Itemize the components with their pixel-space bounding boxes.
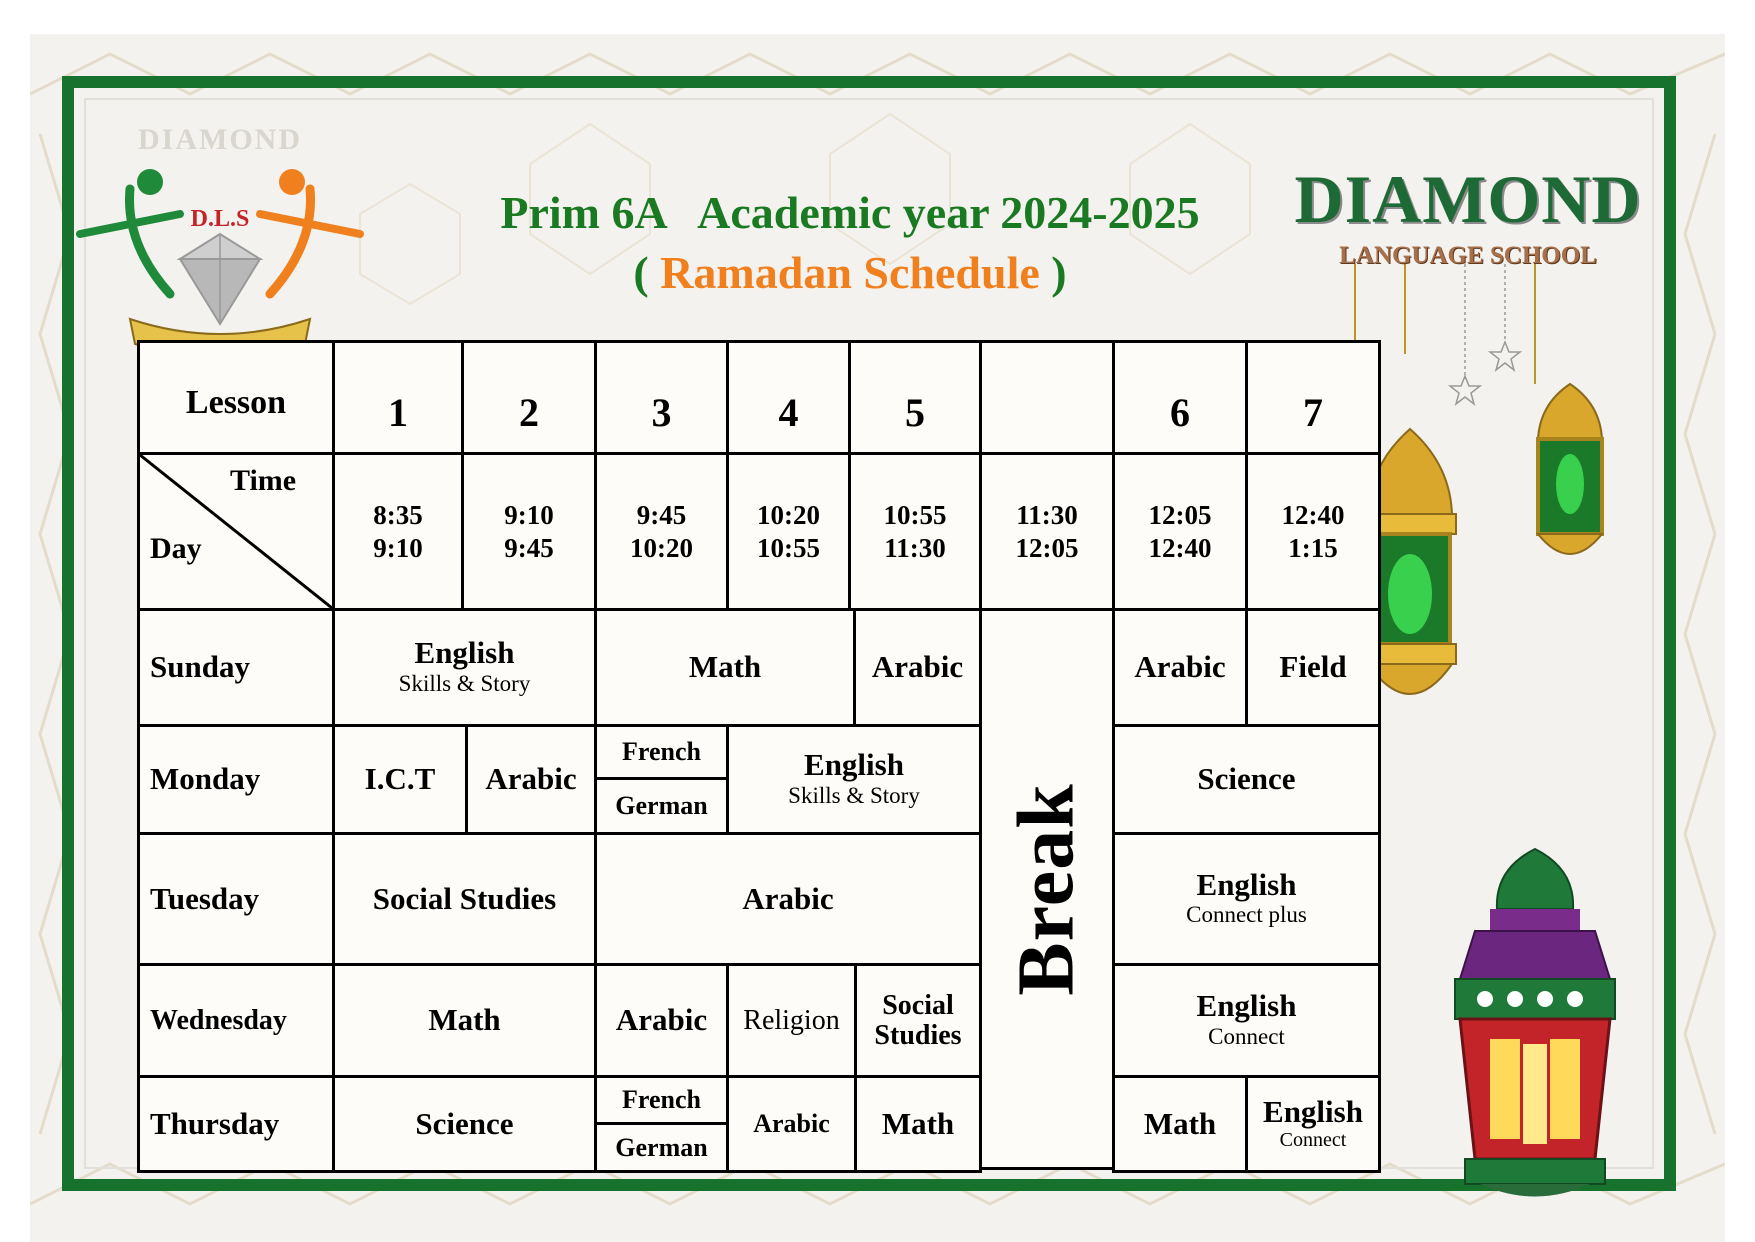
time-start: 9:45 — [636, 499, 687, 530]
monday-german — [594, 777, 729, 835]
time-start: 9:10 — [504, 499, 554, 530]
monday-english-skills — [726, 724, 982, 835]
time-slot-4 — [726, 452, 851, 611]
time-slot-7 — [1245, 452, 1381, 611]
subject-title: English — [414, 635, 515, 671]
time-label: Time — [230, 464, 297, 497]
monday-french — [594, 724, 729, 780]
monday-ict — [332, 724, 468, 835]
monday-science — [1112, 724, 1381, 835]
lesson-header-label — [137, 340, 335, 455]
day-name: Thursday — [150, 1105, 280, 1141]
subject-title: Field — [1279, 649, 1347, 685]
time-end: 12:40 — [1148, 532, 1212, 563]
lesson-number-4 — [726, 340, 851, 455]
subject-subtitle: Skills & Story — [788, 782, 920, 808]
time-end: 9:45 — [504, 532, 554, 563]
subject-title: Math — [688, 649, 762, 685]
monday-arabic — [465, 724, 597, 835]
subtitle-ramadan-schedule: Ramadan Schedule — [660, 247, 1040, 298]
sunday-english-skills — [332, 608, 597, 727]
day-thursday — [137, 1075, 335, 1173]
lesson-number-break — [979, 340, 1115, 455]
time-slot-3 — [594, 452, 729, 611]
subject-title: Arabic — [1134, 649, 1226, 685]
thursday-french — [594, 1075, 729, 1125]
day-name: Wednesday — [150, 1004, 287, 1036]
time-end: 10:55 — [757, 532, 820, 563]
sunday-arabic-p6 — [1112, 608, 1248, 727]
sunday-math — [594, 608, 856, 727]
lesson-number-text: 7 — [1303, 390, 1323, 435]
subject-title: English — [1196, 866, 1297, 902]
subject-title: Science — [415, 1105, 514, 1141]
break-label: Break — [1002, 782, 1091, 996]
subject-title: English — [1196, 988, 1297, 1024]
subject-title: English — [804, 747, 904, 783]
subject-title: Religion — [743, 1004, 840, 1036]
sunday-arabic-p5 — [853, 608, 982, 727]
lesson-number-text: 3 — [651, 390, 672, 435]
time-slot-break — [979, 452, 1115, 611]
subject-title: German — [615, 1132, 708, 1162]
subject-subtitle: Connect — [1208, 1023, 1285, 1049]
wednesday-social-studies — [854, 963, 982, 1078]
svg-text:DIAMOND: DIAMOND — [138, 123, 302, 156]
subject-title: Arabic — [753, 1109, 830, 1139]
subject-title: I.C.T — [364, 761, 436, 797]
time-slot-1 — [332, 452, 464, 611]
lesson-number-text: 5 — [905, 390, 925, 435]
subject-subtitle: Connect plus — [1186, 902, 1307, 928]
lesson-number-1 — [332, 340, 464, 455]
lesson-number-7 — [1245, 340, 1381, 455]
thursday-german — [594, 1122, 729, 1173]
subject-title: Arabic — [485, 761, 577, 797]
time-slot-6 — [1112, 452, 1248, 611]
lesson-number-text: 2 — [519, 390, 539, 435]
lesson-number-text: 4 — [778, 390, 799, 435]
time-end: 9:10 — [373, 532, 423, 563]
lesson-number-text: 1 — [388, 390, 408, 435]
day-label: Day — [150, 532, 202, 565]
school-brand-name: DIAMOND — [1294, 161, 1642, 237]
time-slot-5 — [848, 452, 982, 611]
day-sunday — [137, 608, 335, 727]
sunday-field — [1245, 608, 1381, 727]
wednesday-religion — [726, 963, 857, 1078]
wednesday-math — [332, 963, 597, 1078]
time-start: 10:20 — [757, 499, 820, 530]
time-start: 10:55 — [883, 499, 947, 530]
lesson-number-2 — [461, 340, 597, 455]
tuesday-arabic — [594, 832, 982, 966]
subject-title: German — [615, 791, 708, 821]
subject-title: Science — [1197, 761, 1296, 797]
lesson-number-6 — [1112, 340, 1248, 455]
lesson-label-text: Lesson — [185, 383, 287, 421]
subject-title: English — [1263, 1093, 1363, 1129]
subject-title: Math — [428, 1002, 501, 1038]
day-tuesday — [137, 832, 335, 966]
time-end: 12:05 — [1015, 532, 1079, 563]
time-start: 12:05 — [1148, 499, 1212, 530]
time-slot-2 — [461, 452, 597, 611]
wednesday-english-connect — [1112, 963, 1381, 1078]
subject-title: French — [622, 1085, 701, 1115]
day-monday — [137, 724, 335, 835]
lesson-number-3 — [594, 340, 729, 455]
thursday-english-connect — [1245, 1075, 1381, 1173]
subject-title: Arabic — [615, 1002, 708, 1038]
time-day-corner — [137, 452, 335, 611]
day-name: Tuesday — [150, 880, 260, 916]
thursday-math-p5 — [854, 1075, 982, 1173]
thursday-arabic — [726, 1075, 857, 1173]
day-name: Sunday — [150, 649, 250, 685]
thursday-math-p6 — [1112, 1075, 1248, 1173]
subject-title: Arabic — [742, 880, 834, 916]
time-start: 8:35 — [373, 499, 423, 530]
subject-title: Math — [881, 1105, 955, 1141]
subject-title: Arabic — [871, 649, 964, 685]
school-logo — [70, 94, 370, 364]
time-end: 10:20 — [630, 532, 693, 563]
wednesday-arabic — [594, 963, 729, 1078]
lesson-number-text: 6 — [1170, 390, 1190, 435]
subject-subtitle: Skills & Story — [398, 670, 531, 696]
schedule-subtitle — [470, 246, 1230, 299]
subtitle-close-paren: ) — [1039, 247, 1067, 298]
colorful-lantern-decoration — [1435, 839, 1635, 1209]
day-wednesday — [137, 963, 335, 1078]
schedule-title: Prim 6A Academic year 2024-2025 — [500, 187, 1200, 238]
subject-title: Math — [1143, 1105, 1217, 1141]
time-start: 11:30 — [1016, 499, 1078, 530]
schedule-table — [137, 340, 1387, 1170]
thursday-science — [332, 1075, 597, 1173]
lesson-number-5 — [848, 340, 982, 455]
day-name: Monday — [150, 761, 261, 797]
subtitle-open-paren: ( — [633, 247, 661, 298]
time-start: 12:40 — [1281, 499, 1345, 530]
time-end: 1:15 — [1288, 532, 1338, 563]
tuesday-social-studies — [332, 832, 597, 966]
tuesday-english-connect-plus — [1112, 832, 1381, 966]
time-end: 11:30 — [884, 532, 946, 563]
subject-title: Social Studies — [874, 990, 962, 1051]
subject-subtitle: Connect — [1279, 1129, 1347, 1152]
subject-title: Social Studies — [372, 880, 557, 916]
subject-title: French — [622, 737, 701, 767]
school-brand-subtitle: LANGUAGE SCHOOL — [1339, 242, 1597, 269]
break-column — [979, 608, 1115, 1170]
logo-initials: D.L.S — [190, 206, 250, 232]
